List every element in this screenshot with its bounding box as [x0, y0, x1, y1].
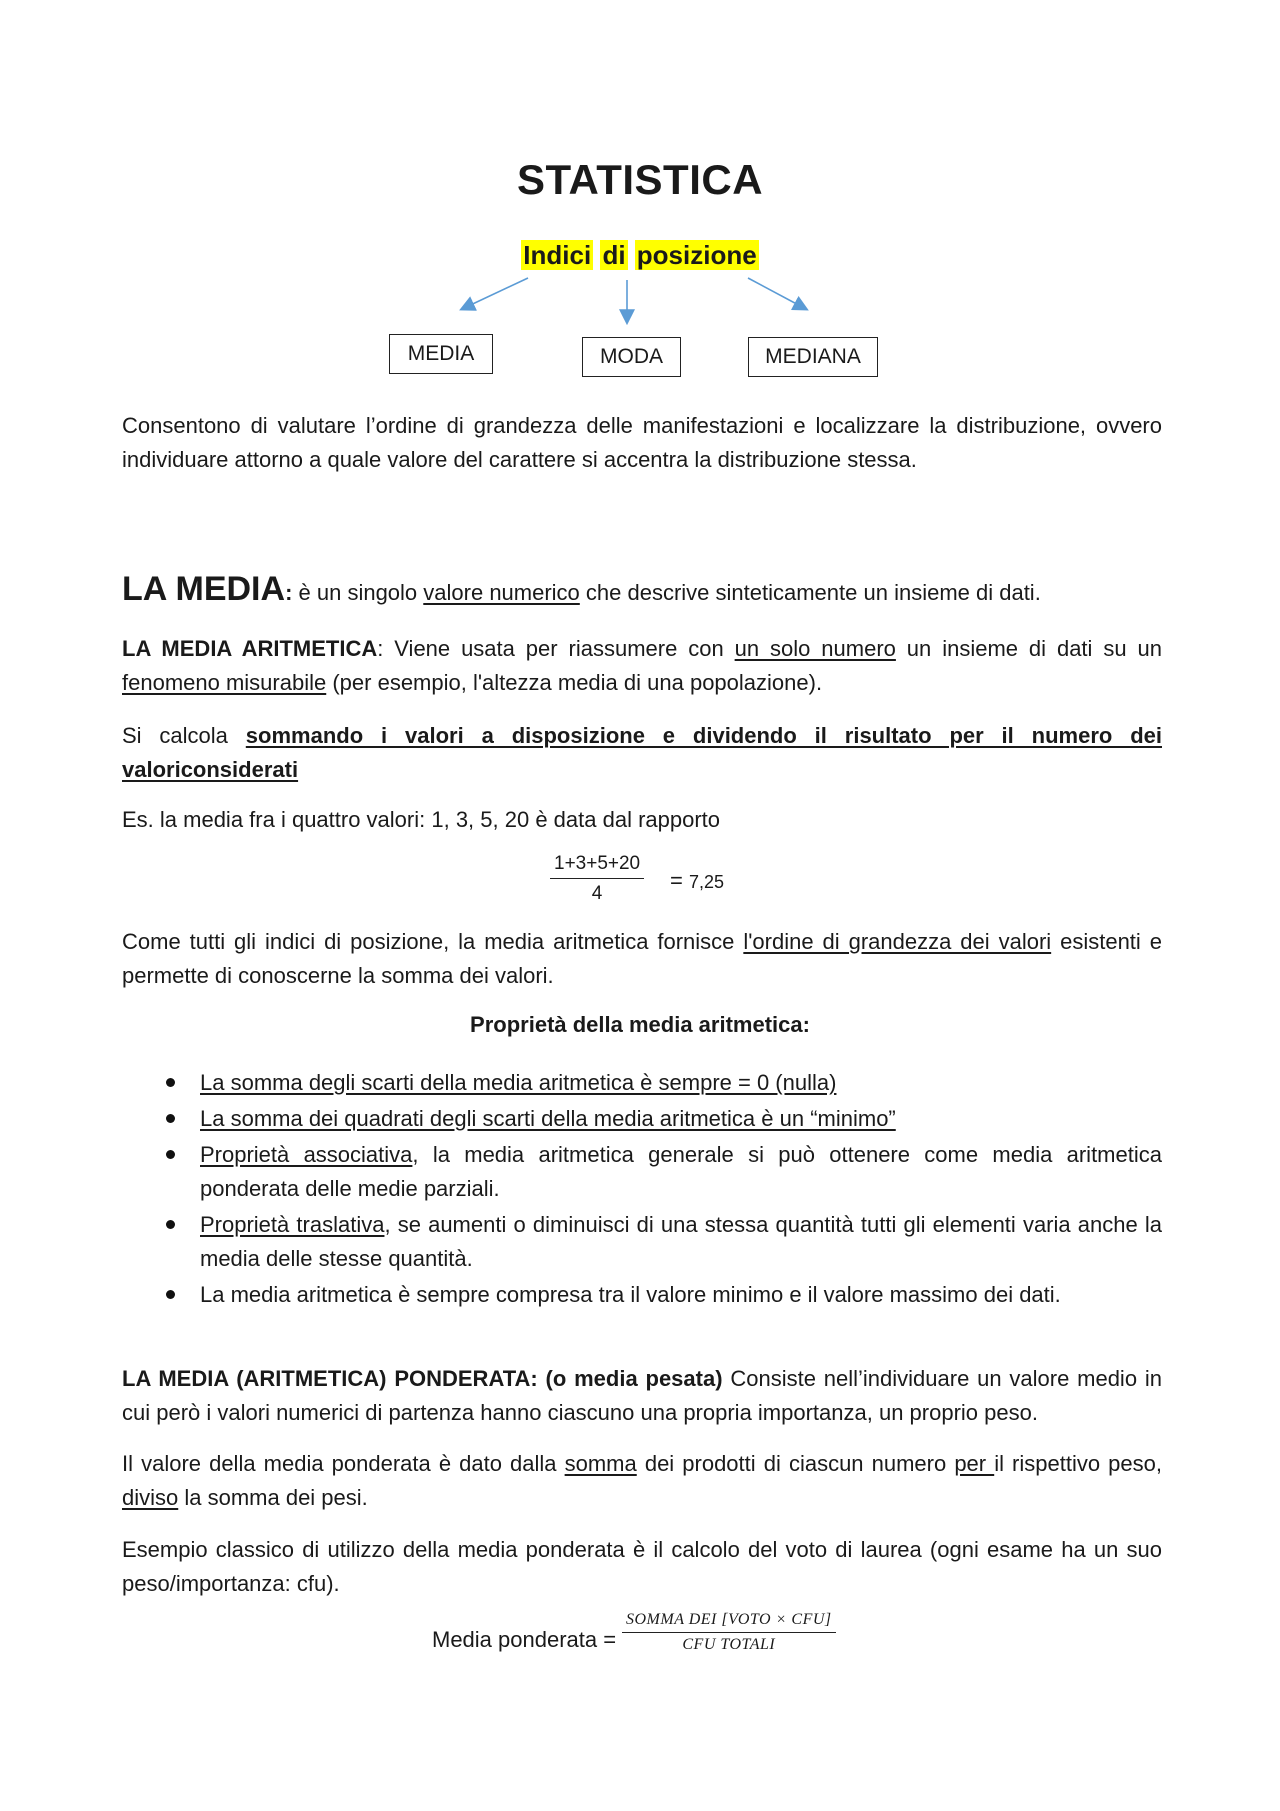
fraction-denominator: 4: [591, 883, 603, 904]
item-underlined: La somma degli scarti della media aritmetica è sempre = 0 (nulla): [200, 1070, 837, 1095]
item-text: , se aumenti o diminuisci di una stessa quantità tutti gli elementi varia anche la media delle stesse quantità.: [200, 1212, 1162, 1271]
text: esistenti e permette di conoscerne la somma dei valori.: [122, 929, 1162, 988]
item-text: , la media aritmetica generale si può ottenere come media aritmetica ponderata delle medie parziali.: [200, 1142, 1162, 1201]
bold-underlined-text: sommando i valori a disposizione e dividendo il risultato per il numero dei valoriconsiderati: [122, 723, 1162, 782]
list-item: [160, 1208, 1162, 1276]
underlined-text: diviso: [122, 1485, 179, 1510]
subtitle-word: Indici: [523, 240, 592, 270]
media-fraction: [550, 853, 644, 905]
aritmetica-heading: LA MEDIA ARITMETICA: [122, 636, 378, 661]
ordine-paragraph: [122, 925, 1162, 993]
text: (per esempio, l'altezza media di una popolazione).: [326, 670, 823, 695]
fraction-result: [670, 868, 724, 894]
fraction-denominator: CFU TOTALI: [682, 1636, 776, 1653]
item-text: La media aritmetica è sempre compresa tra il valore minimo e il valore massimo dei dati.: [200, 1282, 1061, 1307]
text: : Viene usata per riassumere con: [377, 636, 735, 661]
list-item: [160, 1102, 1162, 1136]
bullet-icon: [166, 1290, 175, 1299]
bullet-icon: [166, 1078, 175, 1087]
item-underlined: Proprietà traslativa: [200, 1212, 385, 1237]
bullet-icon: [166, 1150, 175, 1159]
intro-paragraph: Consentono di valutare l’ordine di grandezza delle manifestazioni e localizzare la distribuzione, ovvero individuare attorno a quale valore del carattere si accentra la distribuzione stessa.: [122, 413, 1162, 472]
box-mediana: MEDIANA: [748, 337, 878, 377]
underlined-text: somma: [564, 1451, 637, 1476]
proprieta-list: [160, 1066, 1162, 1314]
ponderata-paragraph: [122, 1362, 1162, 1430]
example-paragraph: Es. la media fra i quattro valori: 1, 3, 5, 20 è data dal rapporto: [122, 807, 721, 832]
box-media: MEDIA: [389, 334, 493, 374]
esempio-paragraph: Esempio classico di utilizzo della media ponderata è il calcolo del voto di laurea (ogni esame ha un suo peso/importanza: cfu).: [122, 1537, 1162, 1596]
bullet-icon: [166, 1220, 175, 1229]
media-text: che descrive sinteticamente un insieme di dati.: [579, 580, 1041, 605]
underlined-text: fenomeno misurabile: [122, 670, 327, 695]
text: Come tutti gli indici di posizione, la media aritmetica fornisce: [122, 929, 744, 954]
calcolo-paragraph: [122, 719, 1162, 787]
bullet-icon: [166, 1114, 175, 1123]
equals-sign: =: [670, 868, 683, 893]
text: un insieme di dati su un: [895, 636, 1162, 661]
item-underlined: La somma dei quadrati degli scarti della media aritmetica è un “minimo”: [200, 1106, 896, 1131]
subtitle-word: di: [602, 240, 626, 270]
list-item: [160, 1066, 1162, 1100]
media-heading: LA MEDIA: [122, 570, 286, 608]
ponderata-heading: LA MEDIA (ARITMETICA) PONDERATA: (o media pesata): [122, 1366, 723, 1391]
text: Il valore della media ponderata è dato dalla: [122, 1451, 565, 1476]
fraction-numerator: SOMMA DEI [VOTO × CFU]: [622, 1611, 836, 1633]
media-definition: [122, 566, 1162, 616]
text: il rispettivo peso,: [994, 1451, 1162, 1476]
text: Consiste nell’individuare un valore medio in cui però i valori numerici di partenza hanno ciascuno una propria importanza, un proprio peso.: [122, 1366, 1162, 1425]
item-underlined: Proprietà associativa: [200, 1142, 413, 1167]
box-moda: MODA: [582, 337, 681, 377]
list-item: [160, 1138, 1162, 1206]
proprieta-heading: Proprietà della media aritmetica:: [470, 1012, 810, 1037]
aritmetica-paragraph: [122, 632, 1162, 700]
media-colon: :: [285, 580, 299, 605]
text: Si calcola: [122, 723, 246, 748]
formula-label: Media ponderata =: [432, 1627, 617, 1652]
list-item: [160, 1278, 1162, 1312]
text: dei prodotti di ciascun numero: [636, 1451, 955, 1476]
arrow-right: [748, 278, 806, 309]
underlined-text: l'ordine di grandezza dei valori: [743, 929, 1052, 954]
subtitle-word: posizione: [636, 240, 757, 270]
text: la somma dei pesi.: [178, 1485, 368, 1510]
result-value: 7,25: [688, 872, 725, 892]
media-text: è un singolo: [298, 580, 424, 605]
fraction-numerator: 1+3+5+20: [550, 853, 644, 879]
underlined-text: un solo numero: [734, 636, 896, 661]
ponderata-fraction: [622, 1611, 836, 1654]
page-title: STATISTICA: [516, 156, 764, 203]
valore-paragraph: [122, 1447, 1162, 1515]
media-underlined: valore numerico: [423, 580, 580, 605]
underlined-text: per: [954, 1451, 995, 1476]
arrow-left: [462, 278, 528, 309]
